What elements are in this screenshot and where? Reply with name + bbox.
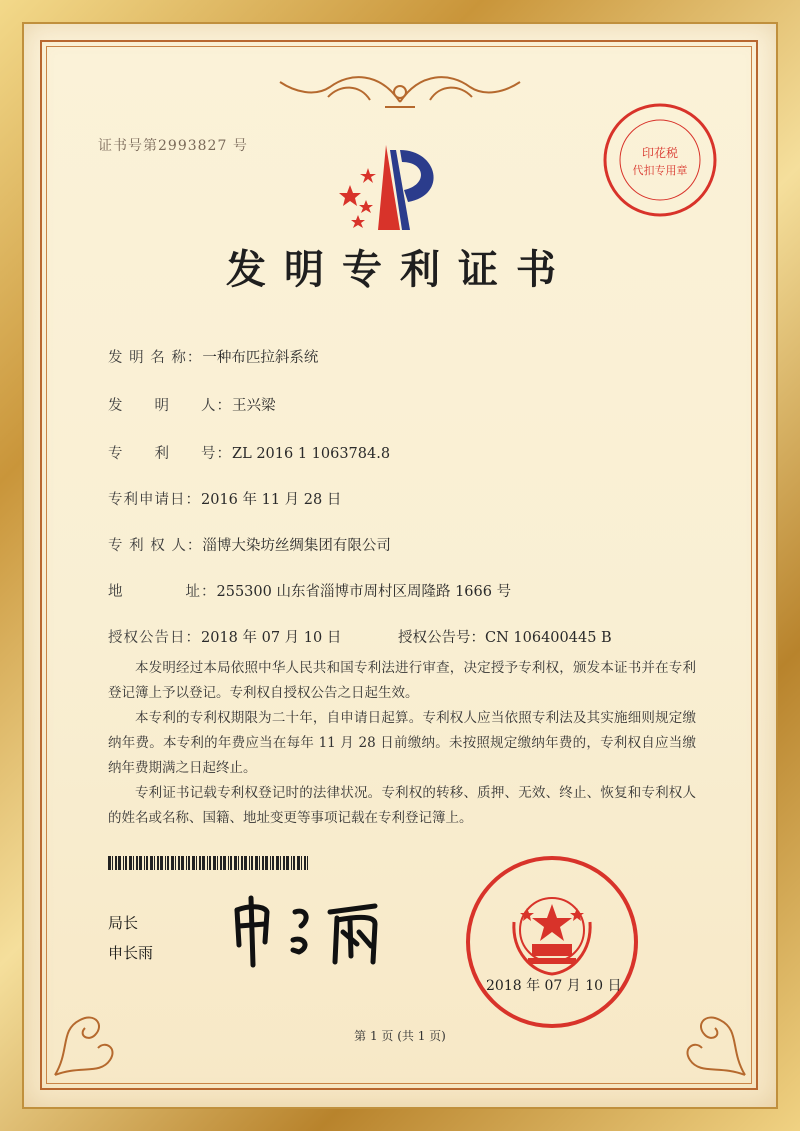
signatory-title: 局长 [108, 914, 139, 932]
field-filing-date [108, 488, 341, 509]
invention-name-label: 发 明 名 称： [108, 350, 203, 366]
certificate-number-label: 证书号第 [98, 138, 158, 154]
paragraph-1: 本发明经过本局依照中华人民共和国专利法进行审查，决定授予专利权，颁发本证书并在专利登记簿上予以登记。专利权自授权公告之日起生效。 [108, 660, 696, 701]
field-inventor [108, 394, 276, 415]
inventor-value: 王兴梁 [232, 398, 276, 414]
page-number: 第 1 页 (共 1 页) [354, 1029, 446, 1043]
tax-stamp-line1: 印花税 [641, 146, 679, 160]
filing-date-label: 专利申请日： [108, 492, 201, 508]
field-patentee [108, 534, 391, 555]
field-address [108, 580, 511, 601]
certificate-number-value: 2993827 [158, 138, 228, 154]
tax-stamp [600, 100, 720, 220]
patent-office-logo-icon [338, 140, 458, 235]
grant-date-label: 授权公告日： [108, 630, 201, 646]
patent-no-value: ZL 2016 1 1063784.8 [232, 446, 391, 462]
address-value: 255300 山东省淄博市周村区周隆路 1666 号 [216, 584, 512, 600]
paragraph-3: 专利证书记载专利权登记时的法律状况。专利权的转移、质押、无效、终止、恢复和专利权人的姓名或名称、国籍、地址变更等事项记载在专利登记簿上。 [108, 785, 696, 826]
field-invention-name [108, 346, 318, 367]
invention-name-value: 一种布匹拉斜系统 [202, 350, 319, 366]
signature-icon [225, 890, 405, 970]
patent-office-seal [462, 852, 642, 1032]
grant-date-value: 2018 年 07 月 10 日 [201, 630, 342, 646]
top-ornament-icon [270, 62, 530, 112]
seal-date: 2018 年 07 月 10 日 [486, 978, 622, 994]
grant-no-value: CN 106400445 B [485, 630, 612, 646]
patentee-label: 专 利 权 人： [108, 538, 203, 554]
paragraph-2: 本专利的专利权期限为二十年，自申请日起算。专利权人应当依照专利法及其实施细则规定缴纳年费。本专利的年费应当在每年 11 月 28 日前缴纳。未按照规定缴纳年费的，专利权自应当缴纳年费期满之日起终止。 [108, 710, 696, 776]
patent-no-label: 专 利 号： [108, 446, 232, 462]
certificate-title: 发明专利证书 [226, 246, 574, 293]
tax-stamp-line2: 代扣专用章 [632, 164, 688, 177]
patentee-value: 淄博大染坊丝绸集团有限公司 [202, 538, 391, 554]
certificate-number [98, 135, 248, 155]
address-label: 地 址： [108, 584, 217, 600]
barcode-icon [108, 856, 308, 870]
field-grant-date [108, 626, 341, 647]
inventor-label: 发 明 人： [108, 398, 232, 414]
filing-date-value: 2016 年 11 月 28 日 [201, 492, 342, 508]
field-grant-no [398, 626, 612, 647]
signatory-name: 申长雨 [108, 944, 154, 962]
field-patent-no [108, 442, 390, 463]
body-text [108, 656, 696, 831]
certificate-number-suffix: 号 [232, 138, 248, 154]
grant-no-label: 授权公告号： [398, 630, 485, 646]
